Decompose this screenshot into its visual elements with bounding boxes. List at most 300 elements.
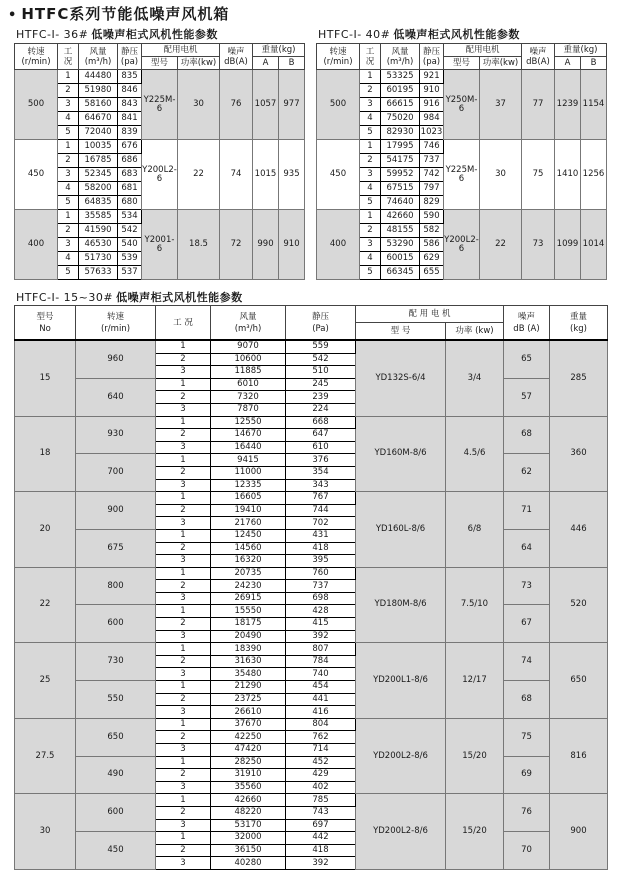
condition-cell: 1: [156, 529, 211, 542]
condition-cell: 1: [156, 567, 211, 580]
motor-cell: YD180M-8/6: [356, 567, 446, 643]
condition-cell: 1: [156, 756, 211, 769]
noise-cell: 73: [522, 210, 555, 280]
table-body: [317, 70, 607, 280]
condition-cell: 4: [360, 252, 381, 266]
data-row: [15, 140, 305, 154]
pressure-cell: 655: [420, 266, 444, 280]
pressure-cell: 392: [286, 630, 356, 643]
condition-cell: 2: [156, 769, 211, 782]
condition-cell: 1: [360, 140, 381, 154]
condition-cell: 2: [360, 84, 381, 98]
noise-header: 噪声 dB (A): [504, 306, 550, 341]
flow-cell: 21760: [211, 517, 286, 530]
weight-b-cell: 910: [279, 210, 305, 280]
motor-cell: YD132S-6/4: [356, 340, 446, 416]
data-row: [15, 718, 608, 731]
flow-cell: 66615: [381, 98, 420, 112]
noise-cell: 72: [220, 210, 253, 280]
pressure-cell: 629: [420, 252, 444, 266]
flow-cell: 18390: [211, 643, 286, 656]
condition-cell: 5: [360, 266, 381, 280]
pressure-cell: 760: [286, 567, 356, 580]
pressure-cell: 539: [118, 252, 142, 266]
weight-b-header: B: [279, 57, 305, 70]
pressure-cell: 681: [118, 182, 142, 196]
motor-cell: Y225M-6: [444, 140, 480, 210]
noise-cell: 71: [504, 492, 550, 530]
weight-a-cell: 1057: [253, 70, 279, 140]
condition-cell: 1: [156, 718, 211, 731]
flow-cell: 67515: [381, 182, 420, 196]
flow-cell: 12450: [211, 529, 286, 542]
pressure-cell: 767: [286, 492, 356, 505]
flow-header: 风量 (m³/h): [79, 44, 118, 70]
condition-cell: 5: [58, 266, 79, 280]
table40-caption-prefix: HTFC-Ⅰ- 40#: [318, 28, 391, 41]
condition-cell: 4: [360, 182, 381, 196]
noise-cell: 68: [504, 416, 550, 454]
power-cell: 12/17: [446, 643, 504, 719]
pressure-cell: 537: [118, 266, 142, 280]
noise-cell: 68: [504, 681, 550, 719]
motor-cell: YD200L1-8/6: [356, 643, 446, 719]
condition-cell: 5: [58, 196, 79, 210]
pressure-cell: 431: [286, 529, 356, 542]
condition-cell: 2: [156, 429, 211, 442]
pressure-cell: 807: [286, 643, 356, 656]
noise-cell: 73: [504, 567, 550, 605]
condition-cell: 3: [156, 555, 211, 568]
table-40: [316, 43, 607, 280]
table-header: [15, 44, 305, 70]
condition-header: 工 况: [58, 44, 79, 70]
weight-a-header: A: [555, 57, 581, 70]
flow-cell: 48155: [381, 224, 420, 238]
flow-cell: 82930: [381, 126, 420, 140]
noise-cell: 75: [522, 140, 555, 210]
flow-cell: 11885: [211, 366, 286, 379]
pressure-cell: 841: [118, 112, 142, 126]
model-cell: 30: [15, 794, 76, 870]
data-row: [15, 492, 608, 505]
model-cell: 15: [15, 340, 76, 416]
model-cell: 22: [15, 567, 76, 643]
weight-cell: 650: [550, 643, 608, 719]
speed-cell: 960: [76, 340, 156, 378]
pressure-cell: 785: [286, 794, 356, 807]
power-cell: 18.5: [178, 210, 220, 280]
noise-cell: 74: [504, 643, 550, 681]
condition-cell: 3: [156, 441, 211, 454]
model-cell: 25: [15, 643, 76, 719]
header-row: [317, 44, 607, 57]
speed-cell: 550: [76, 681, 156, 719]
pressure-cell: 429: [286, 769, 356, 782]
weight-cell: 520: [550, 567, 608, 643]
table1530-caption: [16, 289, 243, 305]
weight-b-cell: 977: [279, 70, 305, 140]
pressure-cell: 354: [286, 466, 356, 479]
speed-header: 转速 (r/min): [76, 306, 156, 341]
flow-cell: 37670: [211, 718, 286, 731]
speed-cell: 800: [76, 567, 156, 605]
pressure-cell: 442: [286, 832, 356, 845]
pressure-cell: 452: [286, 756, 356, 769]
condition-cell: 3: [360, 238, 381, 252]
weight-header: 重量 (kg): [550, 306, 608, 341]
flow-cell: 53290: [381, 238, 420, 252]
flow-cell: 24230: [211, 580, 286, 593]
noise-cell: 62: [504, 454, 550, 492]
motor-model-header: 型号: [444, 57, 480, 70]
noise-cell: 74: [220, 140, 253, 210]
condition-cell: 1: [58, 70, 79, 84]
pressure-cell: 839: [118, 126, 142, 140]
pressure-cell: 402: [286, 781, 356, 794]
power-cell: 4.5/6: [446, 416, 504, 492]
condition-cell: 1: [360, 70, 381, 84]
bullet-icon: •: [8, 8, 18, 23]
data-row: [15, 340, 608, 353]
weight-b-header: B: [581, 57, 607, 70]
weight-group-header: 重量(kg): [253, 44, 305, 57]
pressure-cell: 797: [420, 182, 444, 196]
flow-cell: 12335: [211, 479, 286, 492]
condition-cell: 2: [156, 655, 211, 668]
motor-cell: Y2001-6: [142, 210, 178, 280]
noise-header: 噪声 dB(A): [522, 44, 555, 70]
data-row: [317, 140, 607, 154]
condition-cell: 3: [156, 744, 211, 757]
flow-cell: 48220: [211, 806, 286, 819]
pressure-cell: 510: [286, 366, 356, 379]
pressure-cell: 416: [286, 706, 356, 719]
flow-header: 风量 (m³/h): [381, 44, 420, 70]
data-row: [15, 643, 608, 656]
speed-header: 转速 (r/min): [317, 44, 360, 70]
condition-cell: 4: [58, 112, 79, 126]
pressure-cell: 610: [286, 441, 356, 454]
pressure-cell: 743: [286, 806, 356, 819]
pressure-cell: 784: [286, 655, 356, 668]
pressure-cell: 984: [420, 112, 444, 126]
condition-cell: 5: [58, 126, 79, 140]
weight-b-cell: 935: [279, 140, 305, 210]
pressure-cell: 668: [286, 416, 356, 429]
flow-cell: 7320: [211, 391, 286, 404]
power-cell: 30: [480, 140, 522, 210]
noise-cell: 67: [504, 605, 550, 643]
weight-cell: 285: [550, 340, 608, 416]
pressure-cell: 762: [286, 731, 356, 744]
condition-cell: 3: [360, 168, 381, 182]
weight-group-header: 重量(kg): [555, 44, 607, 57]
table-header: [15, 306, 608, 341]
flow-cell: 16785: [79, 154, 118, 168]
flow-cell: 32000: [211, 832, 286, 845]
weight-cell: 446: [550, 492, 608, 568]
condition-cell: 2: [360, 224, 381, 238]
condition-cell: 2: [58, 84, 79, 98]
condition-cell: 4: [58, 182, 79, 196]
page-title: [8, 3, 229, 24]
data-row: [15, 756, 608, 769]
pressure-cell: 454: [286, 681, 356, 694]
speed-cell: 700: [76, 454, 156, 492]
flow-cell: 31910: [211, 769, 286, 782]
speed-cell: 675: [76, 529, 156, 567]
pressure-cell: 582: [420, 224, 444, 238]
motor-power-header: 功率(kw): [480, 57, 522, 70]
flow-cell: 10600: [211, 353, 286, 366]
motor-group-header: 配用电机: [444, 44, 522, 57]
motor-cell: Y200L2-6: [142, 140, 178, 210]
model-cell: 20: [15, 492, 76, 568]
condition-cell: 3: [58, 238, 79, 252]
condition-cell: 2: [156, 731, 211, 744]
motor-cell: YD160L-8/6: [356, 492, 446, 568]
motor-model-header: 型 号: [356, 323, 446, 341]
condition-cell: 2: [156, 618, 211, 631]
pressure-cell: 910: [420, 84, 444, 98]
flow-cell: 60015: [381, 252, 420, 266]
pressure-cell: 540: [118, 238, 142, 252]
speed-cell: 650: [76, 718, 156, 756]
pressure-cell: 702: [286, 517, 356, 530]
pressure-cell: 921: [420, 70, 444, 84]
flow-cell: 64670: [79, 112, 118, 126]
motor-group-header: 配 用 电 机: [356, 306, 504, 323]
flow-cell: 52345: [79, 168, 118, 182]
model-cell: 27.5: [15, 718, 76, 794]
table-36: [14, 43, 305, 280]
condition-cell: 1: [58, 140, 79, 154]
weight-a-cell: 1410: [555, 140, 581, 210]
table36-caption-suffix: 低噪声柜式风机性能参数: [91, 28, 218, 41]
pressure-cell: 441: [286, 693, 356, 706]
pressure-cell: 224: [286, 403, 356, 416]
pressure-cell: 1023: [420, 126, 444, 140]
flow-cell: 41590: [79, 224, 118, 238]
flow-cell: 64835: [79, 196, 118, 210]
flow-cell: 54175: [381, 154, 420, 168]
speed-header: 转速 (r/min): [15, 44, 58, 70]
flow-cell: 14560: [211, 542, 286, 555]
model-cell: 18: [15, 416, 76, 492]
condition-cell: 1: [156, 643, 211, 656]
flow-cell: 18175: [211, 618, 286, 631]
speed-cell: 600: [76, 794, 156, 832]
flow-cell: 75020: [381, 112, 420, 126]
condition-cell: 3: [156, 857, 211, 870]
condition-cell: 3: [156, 517, 211, 530]
flow-cell: 15550: [211, 605, 286, 618]
header-row: [15, 306, 608, 323]
pressure-cell: 737: [420, 154, 444, 168]
pressure-cell: 686: [118, 154, 142, 168]
power-cell: 22: [480, 210, 522, 280]
flow-cell: 35585: [79, 210, 118, 224]
flow-cell: 11000: [211, 466, 286, 479]
pressure-cell: 542: [118, 224, 142, 238]
speed-cell: 600: [76, 605, 156, 643]
flow-header: 风量 (m³/h): [211, 306, 286, 341]
data-row: [15, 70, 305, 84]
pressure-cell: 343: [286, 479, 356, 492]
weight-a-cell: 990: [253, 210, 279, 280]
data-row: [15, 681, 608, 694]
data-row: [15, 605, 608, 618]
pressure-cell: 804: [286, 718, 356, 731]
condition-cell: 1: [156, 605, 211, 618]
condition-cell: 2: [360, 154, 381, 168]
header-row: [15, 44, 305, 57]
flow-cell: 53170: [211, 819, 286, 832]
condition-cell: 1: [156, 681, 211, 694]
pressure-cell: 746: [420, 140, 444, 154]
power-cell: 37: [480, 70, 522, 140]
flow-cell: 26610: [211, 706, 286, 719]
flow-cell: 51730: [79, 252, 118, 266]
flow-cell: 66345: [381, 266, 420, 280]
flow-cell: 44480: [79, 70, 118, 84]
flow-cell: 42660: [381, 210, 420, 224]
speed-cell: 400: [15, 210, 58, 280]
pressure-cell: 647: [286, 429, 356, 442]
pressure-cell: 742: [420, 168, 444, 182]
pressure-cell: 245: [286, 378, 356, 391]
motor-model-header: 型号: [142, 57, 178, 70]
pressure-cell: 683: [118, 168, 142, 182]
condition-cell: 3: [156, 366, 211, 379]
condition-cell: 2: [156, 542, 211, 555]
condition-header: 工 况: [360, 44, 381, 70]
table-body: [15, 340, 608, 869]
condition-cell: 2: [156, 844, 211, 857]
speed-cell: 450: [76, 832, 156, 870]
table36-caption: [16, 26, 218, 42]
pressure-cell: 680: [118, 196, 142, 210]
data-row: [15, 210, 305, 224]
condition-cell: 2: [156, 504, 211, 517]
noise-cell: 75: [504, 718, 550, 756]
condition-cell: 2: [156, 806, 211, 819]
motor-power-header: 功率 (kw): [446, 323, 504, 341]
table-body: [15, 70, 305, 280]
flow-cell: 51980: [79, 84, 118, 98]
condition-cell: 2: [156, 353, 211, 366]
pressure-header: 静压 (pa): [420, 44, 444, 70]
pressure-cell: 829: [420, 196, 444, 210]
condition-cell: 3: [58, 98, 79, 112]
power-cell: 22: [178, 140, 220, 210]
condition-cell: 2: [156, 466, 211, 479]
pressure-cell: 835: [118, 70, 142, 84]
noise-cell: 69: [504, 756, 550, 794]
flow-cell: 10035: [79, 140, 118, 154]
flow-cell: 42660: [211, 794, 286, 807]
condition-cell: 3: [58, 168, 79, 182]
pressure-cell: 740: [286, 668, 356, 681]
power-cell: 15/20: [446, 794, 504, 870]
speed-cell: 400: [317, 210, 360, 280]
flow-cell: 46530: [79, 238, 118, 252]
flow-cell: 58200: [79, 182, 118, 196]
flow-cell: 59952: [381, 168, 420, 182]
flow-cell: 9070: [211, 340, 286, 353]
pressure-cell: 744: [286, 504, 356, 517]
flow-cell: 16605: [211, 492, 286, 505]
pressure-cell: 392: [286, 857, 356, 870]
pressure-cell: 737: [286, 580, 356, 593]
speed-cell: 930: [76, 416, 156, 454]
noise-cell: 64: [504, 529, 550, 567]
weight-cell: 360: [550, 416, 608, 492]
condition-cell: 3: [156, 706, 211, 719]
flow-cell: 20735: [211, 567, 286, 580]
condition-header: 工 况: [156, 306, 211, 341]
table1530-caption-prefix: HTFC-Ⅰ- 15~30#: [16, 291, 114, 304]
pressure-cell: 542: [286, 353, 356, 366]
condition-cell: 5: [360, 196, 381, 210]
pressure-cell: 418: [286, 844, 356, 857]
model-header: 型号 No: [15, 306, 76, 341]
data-row: [15, 832, 608, 845]
data-row: [317, 210, 607, 224]
weight-a-header: A: [253, 57, 279, 70]
pressure-cell: 697: [286, 819, 356, 832]
flow-cell: 20490: [211, 630, 286, 643]
condition-cell: 2: [58, 154, 79, 168]
speed-cell: 500: [317, 70, 360, 140]
pressure-cell: 714: [286, 744, 356, 757]
speed-cell: 450: [317, 140, 360, 210]
flow-cell: 72040: [79, 126, 118, 140]
condition-cell: 1: [156, 492, 211, 505]
flow-cell: 16320: [211, 555, 286, 568]
flow-cell: 12550: [211, 416, 286, 429]
speed-cell: 500: [15, 70, 58, 140]
weight-b-cell: 1154: [581, 70, 607, 140]
flow-cell: 40280: [211, 857, 286, 870]
condition-cell: 2: [156, 693, 211, 706]
table36-caption-prefix: HTFC-Ⅰ- 36#: [16, 28, 89, 41]
data-row: [15, 454, 608, 467]
pressure-header: 静压 (pa): [118, 44, 142, 70]
weight-a-cell: 1099: [555, 210, 581, 280]
speed-cell: 450: [15, 140, 58, 210]
speed-cell: 490: [76, 756, 156, 794]
pressure-cell: 586: [420, 238, 444, 252]
weight-b-cell: 1256: [581, 140, 607, 210]
weight-b-cell: 1014: [581, 210, 607, 280]
pressure-cell: 415: [286, 618, 356, 631]
pressure-cell: 428: [286, 605, 356, 618]
condition-cell: 4: [58, 252, 79, 266]
condition-cell: 2: [58, 224, 79, 238]
power-cell: 30: [178, 70, 220, 140]
flow-cell: 23725: [211, 693, 286, 706]
data-row: [15, 794, 608, 807]
flow-cell: 31630: [211, 655, 286, 668]
motor-group-header: 配用电机: [142, 44, 220, 57]
table-15-30: [14, 305, 608, 870]
motor-cell: YD200L2-8/6: [356, 794, 446, 870]
weight-a-cell: 1239: [555, 70, 581, 140]
noise-header: 噪声 dB(A): [220, 44, 253, 70]
flow-cell: 9415: [211, 454, 286, 467]
